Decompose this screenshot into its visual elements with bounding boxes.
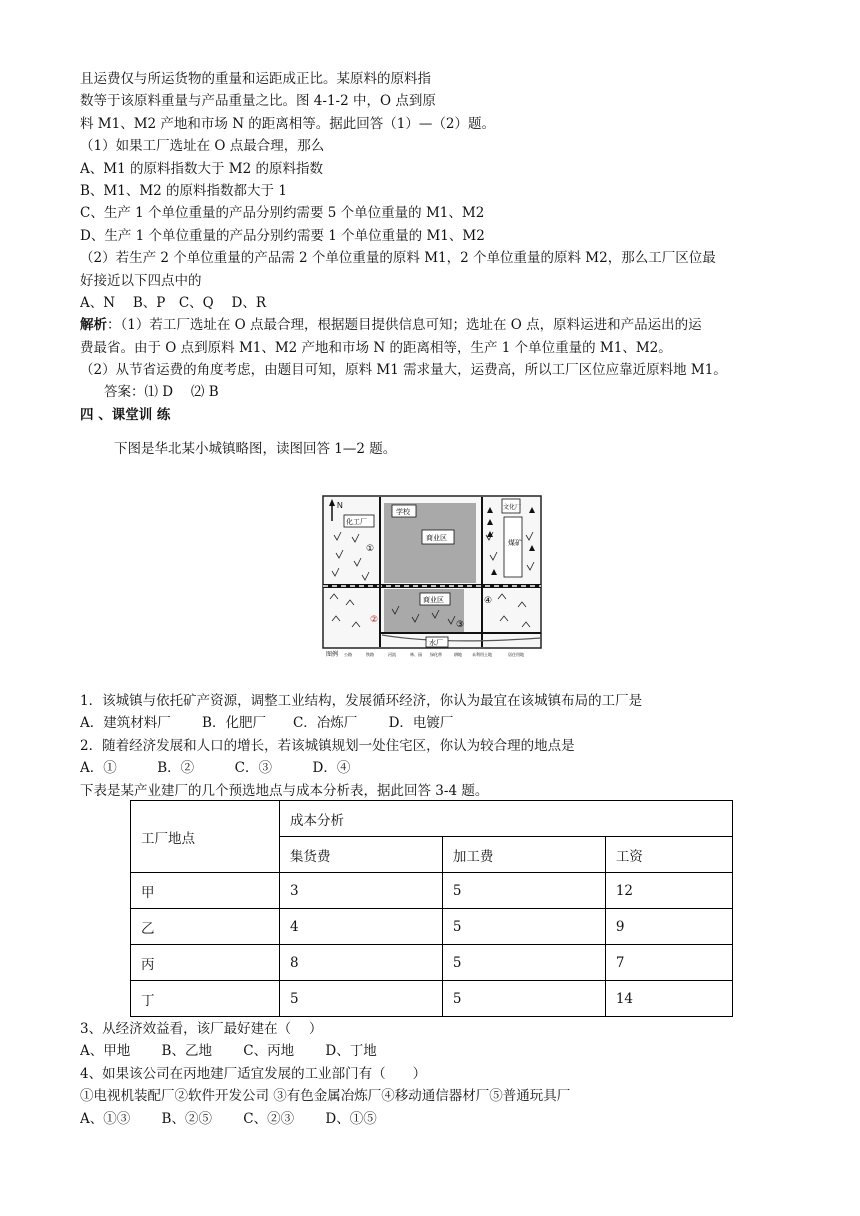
culture-label: 文化厂	[503, 504, 522, 511]
table-row	[131, 945, 733, 981]
table-header-row-1	[131, 801, 733, 837]
q1-stem: （1）如果工厂选址在 O 点最合理，那么	[80, 138, 325, 155]
legend-railway: 铁路	[366, 652, 374, 657]
chem-factory-label: 化工厂	[346, 518, 367, 526]
school-label: 学校	[396, 508, 410, 516]
cell-wages: 9	[605, 909, 732, 945]
cell-collection: 5	[280, 981, 443, 1017]
cell-collection: 8	[280, 945, 443, 981]
q1-option-a: A、M1 的原料指数大于 M2 的原料指数	[80, 160, 323, 177]
cell-collection: 4	[280, 909, 443, 945]
analysis-label: 解析	[80, 317, 107, 334]
cell-wages: 12	[605, 873, 732, 909]
site-4: ④	[484, 596, 493, 606]
q1-option-b: B、M1、M2 的原料指数都大于 1	[80, 182, 287, 199]
legend-river: 河流	[388, 652, 396, 657]
map-intro: 下图是华北某小城镇略图，读图回答 1—2 题。	[114, 441, 397, 458]
answer-line: 答案：⑴ D ⑵ B	[104, 384, 219, 401]
header-site: 工厂地点	[131, 801, 280, 873]
q1-option-d: D、生产 1 个单位重量的产品分别约需要 1 个单位重量的 M1、M2	[80, 227, 485, 244]
intro-line-2: 数等于该原料重量与产品重量之比。图 4-1-2 中，O 点到原	[80, 93, 436, 110]
q3-stem: 3、从经济效益看，该厂最好建在（ ）	[80, 1021, 323, 1037]
table-row	[131, 981, 733, 1017]
q2-stem-line-1: （2）若生产 2 个单位重量的产品需 2 个单位重量的原料 M1，2 个单位重量的原料 M2，那么工厂区位最	[80, 250, 716, 267]
site-2: ②	[370, 615, 379, 625]
cell-wages: 7	[605, 945, 732, 981]
cell-processing: 5	[442, 909, 605, 945]
legend-unused-land: 未利用土地	[472, 652, 492, 657]
cell-wages: 14	[605, 981, 732, 1017]
table-intro: 下表是某产业建厂的几个预选地点与成本分析表，据此回答 3-4 题。	[80, 782, 489, 799]
analysis-text-1: ：（1）若工厂选址在 O 点最合理，根据题目提供信息可知；选址在 O 点，原料运进和产品运出的运	[107, 317, 702, 334]
cost-table	[130, 800, 733, 1017]
legend-green-belt: 绿化带	[430, 652, 442, 657]
coal-mine-label: 煤矿	[508, 539, 522, 547]
row-site: 乙	[131, 909, 280, 945]
row-site: 丁	[131, 981, 280, 1017]
q3-options: A、甲地 B、乙地 C、丙地 D、丁地	[80, 1043, 377, 1060]
table-questions	[80, 1018, 780, 1130]
header-wages: 工资	[605, 837, 732, 873]
spacer	[80, 426, 780, 438]
q4-items: ①电视机装配厂②软件开发公司 ③有色金属冶炼厂④移动通信器材厂⑤普通玩具厂	[80, 1088, 571, 1105]
header-processing: 加工费	[442, 837, 605, 873]
section-title: 四 、课堂训 练	[80, 406, 171, 423]
cell-processing: 5	[442, 873, 605, 909]
row-site: 甲	[131, 873, 280, 909]
coal-mine-box	[504, 517, 522, 577]
legend-title: 图例	[326, 651, 339, 658]
site-1: ①	[366, 544, 375, 554]
cell-collection: 3	[280, 873, 443, 909]
site-3: ③	[456, 620, 465, 630]
q4-stem: 4、如果该公司在丙地建厂适宜发展的工业部门有（ ）	[80, 1065, 427, 1082]
cell-processing: 5	[442, 981, 605, 1017]
map-questions	[80, 690, 780, 802]
intro-line-3: 料 M1、M2 产地和市场 N 的距离相等。据此回答（1）—（2）题。	[80, 115, 495, 132]
q1-option-c: C、生产 1 个单位重量的产品分别约需要 5 个单位重量的 M1、M2	[80, 205, 485, 222]
analysis-line-1	[80, 314, 780, 336]
analysis-line-3: （2）从节省运费的角度考虑，由题目可知，原料 M1 需求量大，运费高，所以工厂区位应靠近原料地 M1。	[80, 362, 727, 379]
document-body	[80, 68, 780, 461]
analysis-line-2: 费最省。由于 O 点到原料 M1、M2 产地和市场 N 的距离相等，生产 1 个单位重量的 M1、M2。	[80, 339, 672, 356]
q2-stem-line-2: 好接近以下四点中的	[80, 272, 202, 289]
intro-line-1: 且运费仅与所运货物的重量和运距成正比。某原料的原料指	[80, 71, 431, 87]
mq2-stem: 2．随着经济发展和人口的增长，若该城镇规划一处住宅区，你认为较合理的地点是	[80, 737, 575, 754]
legend-residential: 居住用地	[508, 652, 524, 657]
commerce-1-label: 商业区	[426, 534, 447, 542]
town-map	[322, 495, 542, 658]
header-cost-group: 成本分析	[280, 801, 733, 837]
mq2-options: A．① B．② C．③ D．④	[80, 760, 351, 777]
q2-options: A、N B、P C、Q D、R	[80, 294, 267, 311]
mq1-options: A．建筑材料厂 B．化肥厂 C．冶炼厂 D．电镀厂	[80, 715, 454, 732]
commerce-2-label: 商业区	[423, 596, 444, 604]
mq1-stem: 1．该城镇与依托矿产资源，调整工业结构，发展循环经济，你认为最宜在该城镇布局的工厂是	[80, 693, 643, 709]
table-row	[131, 909, 733, 945]
header-collection: 集货费	[280, 837, 443, 873]
cell-processing: 5	[442, 945, 605, 981]
water-plant-label: 水厂	[429, 639, 443, 647]
legend-farmland: 耕地	[454, 652, 462, 657]
legend-road: 公路	[344, 652, 352, 657]
q4-options: A、①③ B、②⑤ C、②③ D、①⑤	[80, 1110, 377, 1127]
row-site: 丙	[131, 945, 280, 981]
north-label: N	[337, 501, 343, 510]
legend-forest: 林、园	[410, 652, 422, 657]
table-row	[131, 873, 733, 909]
